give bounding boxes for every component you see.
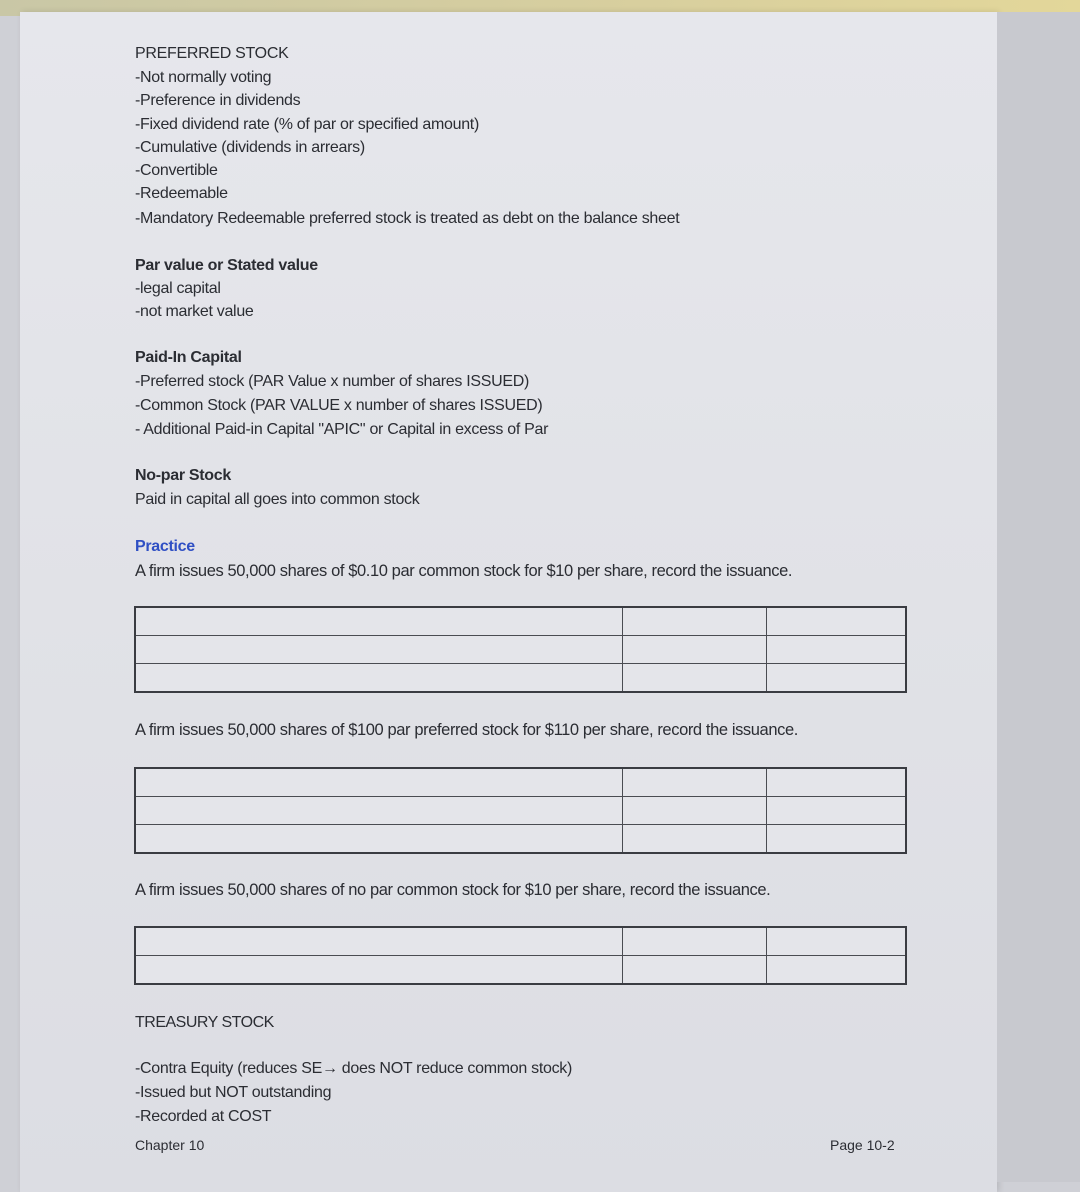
table-row — [135, 607, 906, 636]
preferred-item: -Mandatory Redeemable preferred stock is treated as debt on the balance sheet — [135, 210, 680, 227]
table-row — [135, 636, 906, 664]
table-cell[interactable] — [135, 927, 623, 956]
preferred-item: -Cumulative (dividends in arrears) — [135, 139, 365, 156]
treasury-heading: TREASURY STOCK — [135, 1014, 274, 1031]
table-cell[interactable] — [767, 956, 907, 985]
table-cell[interactable] — [135, 664, 623, 693]
table-cell[interactable] — [623, 664, 767, 693]
table-row — [135, 825, 906, 854]
treasury-item: -Contra Equity (reduces SE→ does NOT reduce common stock) — [135, 1060, 573, 1077]
table-row — [135, 956, 906, 985]
table-row — [135, 768, 906, 797]
table-cell[interactable] — [767, 825, 907, 854]
no-par-heading: No-par Stock — [135, 467, 231, 484]
footer-page-number: Page 10-2 — [830, 1137, 895, 1153]
table-row — [135, 664, 906, 693]
table-cell[interactable] — [623, 927, 767, 956]
table-row — [135, 797, 906, 825]
treasury-item: -Issued but NOT outstanding — [135, 1084, 332, 1101]
page-right-margin — [997, 12, 1080, 1182]
par-heading — [135, 256, 318, 276]
practice-question-2: A firm issues 50,000 shares of $100 par preferred stock for $110 per share, record the issuance. — [135, 721, 798, 739]
preferred-heading: PREFERRED STOCK — [135, 45, 289, 62]
footer-chapter: Chapter 10 — [135, 1137, 205, 1153]
preferred-item: -Convertible — [135, 162, 218, 179]
table-cell[interactable] — [767, 927, 907, 956]
table-cell[interactable] — [135, 607, 623, 636]
table-cell[interactable] — [623, 797, 767, 825]
paid-in-item: -Preferred stock (PAR Value x number of shares ISSUED) — [135, 373, 530, 390]
table-cell[interactable] — [135, 825, 623, 854]
journal-table-1 — [134, 606, 907, 693]
paid-in-item: -Common Stock (PAR VALUE x number of shares ISSUED) — [135, 397, 543, 414]
par-item: -legal capital — [135, 280, 221, 297]
table-cell[interactable] — [767, 768, 907, 797]
table-cell[interactable] — [623, 956, 767, 985]
preferred-item: -Fixed dividend rate (% of par or specified amount) — [135, 116, 479, 133]
journal-table-2 — [134, 767, 907, 854]
paid-in-item: - Additional Paid-in Capital "APIC" or Capital in excess of Par — [135, 421, 549, 438]
paid-in-heading: Paid-In Capital — [135, 349, 242, 366]
treasury-item: -Recorded at COST — [135, 1108, 272, 1125]
table-cell[interactable] — [623, 768, 767, 797]
preferred-item: -Redeemable — [135, 185, 228, 202]
practice-label: Practice — [135, 538, 195, 555]
table-cell[interactable] — [623, 825, 767, 854]
table-cell[interactable] — [135, 797, 623, 825]
table-cell[interactable] — [767, 636, 907, 664]
table-cell[interactable] — [623, 636, 767, 664]
table-cell[interactable] — [767, 664, 907, 693]
preferred-item: -Preference in dividends — [135, 92, 301, 109]
practice-question-1: A firm issues 50,000 shares of $0.10 par common stock for $10 per share, record the issuance. — [135, 562, 793, 580]
preferred-item: -Not normally voting — [135, 69, 272, 86]
journal-table-3 — [134, 926, 907, 985]
practice-question-3: A firm issues 50,000 shares of no par common stock for $10 per share, record the issuance. — [135, 881, 771, 899]
par-item: -not market value — [135, 303, 254, 320]
table-cell[interactable] — [767, 607, 907, 636]
table-cell[interactable] — [135, 956, 623, 985]
table-cell[interactable] — [135, 768, 623, 797]
no-par-text: Paid in capital all goes into common stock — [135, 491, 420, 508]
table-row — [135, 927, 906, 956]
table-cell[interactable] — [623, 607, 767, 636]
table-cell[interactable] — [135, 636, 623, 664]
table-cell[interactable] — [767, 797, 907, 825]
par-heading-text: Par value or Stated value — [135, 257, 318, 274]
